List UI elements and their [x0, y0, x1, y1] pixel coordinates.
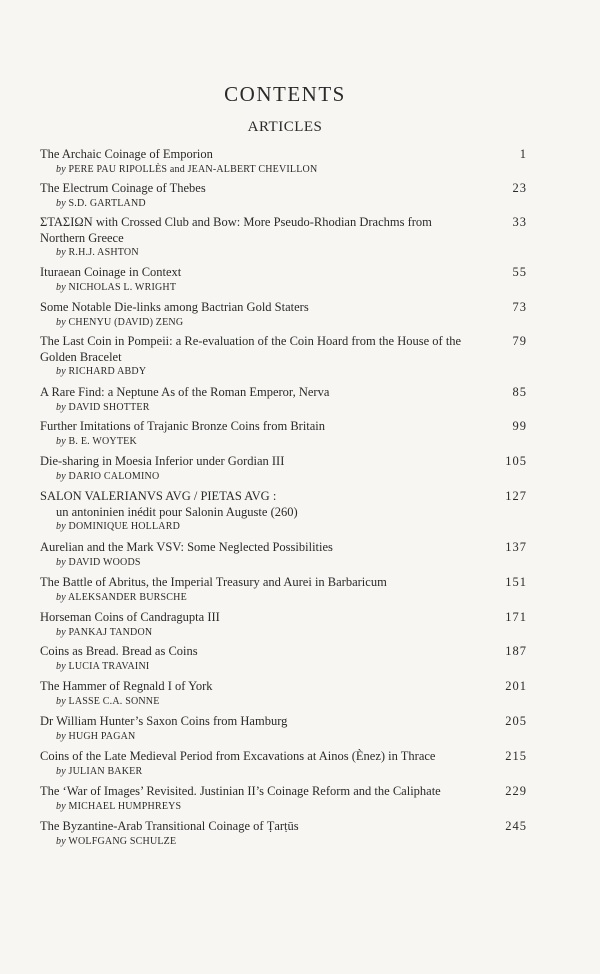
entry-author-line [40, 281, 527, 295]
entry-page: 137 [505, 540, 527, 554]
entry-author-line [40, 197, 527, 211]
entry-title: Horseman Coins of Candragupta III [40, 610, 220, 624]
entry-author: LUCIA TRAVAINI [68, 660, 150, 672]
by-label: by [56, 695, 66, 707]
entry-page: 79 [512, 334, 527, 348]
entry-author: ALEKSANDER BURSCHE [68, 591, 187, 603]
entry-page: 55 [512, 265, 527, 279]
entry-author: PANKAJ TANDON [68, 626, 153, 638]
entry-author-line [40, 163, 527, 177]
entry-author: NICHOLAS L. WRIGHT [68, 281, 177, 293]
entry-author-line [40, 695, 527, 709]
entry-page: 151 [505, 575, 527, 589]
toc-entry [40, 819, 527, 849]
by-label: by [56, 316, 66, 328]
entry-title: Die-sharing in Moesia Inferior under Gordian III [40, 454, 285, 468]
entry-page: 99 [512, 419, 527, 433]
entry-author: CHENYU (DAVID) ZENG [68, 316, 184, 328]
entry-author-line [40, 591, 527, 605]
entry-page: 23 [512, 181, 527, 195]
entry-page: 33 [512, 215, 527, 229]
toc-entry [40, 540, 527, 570]
toc-entry [40, 454, 527, 484]
entry-author: DOMINIQUE HOLLARD [68, 521, 180, 532]
entry-title: Aurelian and the Mark VSV: Some Neglected Possibilities [40, 540, 333, 554]
entry-page: 187 [505, 644, 527, 658]
toc-entry [40, 215, 527, 260]
entry-page: 105 [505, 454, 527, 468]
entry-page: 215 [505, 749, 527, 763]
entry-page: 171 [505, 610, 527, 624]
entry-title: The Last Coin in Pompeii: a Re-evaluation of the Coin Hoard from the House of the [40, 334, 462, 348]
entry-author-line [40, 730, 527, 744]
by-label: by [56, 521, 66, 532]
entry-author-line [40, 835, 527, 849]
entry-subtitle-text: un antoninien inédit pour Salonin Auguste (260) [56, 504, 298, 519]
entry-author-line [40, 365, 527, 379]
entry-author: WOLFGANG SCHULZE [68, 835, 177, 847]
by-label: by [56, 835, 66, 847]
by-label: by [56, 591, 66, 603]
toc-entry [40, 749, 527, 779]
entry-author-line [40, 316, 527, 330]
entry-author-line [40, 765, 527, 779]
section-heading: ARTICLES [247, 119, 323, 135]
toc-entry [40, 385, 527, 415]
entry-author-line [40, 520, 527, 534]
by-label: by [56, 660, 66, 672]
entry-page: 127 [505, 489, 527, 503]
toc-entry [40, 610, 527, 640]
by-label: by [56, 800, 66, 812]
entry-title: The Battle of Abritus, the Imperial Treasury and Aurei in Barbaricum [40, 575, 387, 589]
entry-title-continued: Northern Greece [40, 230, 124, 245]
entry-title: The ‘War of Images’ Revisited. Justinian II’s Coinage Reform and the Caliphate [40, 784, 441, 798]
entry-author: PERE PAU RIPOLLÈS and JEAN-ALBERT CHEVILLON [68, 163, 318, 175]
by-label: by [56, 730, 66, 742]
entry-title: SALON VALERIANVS AVG / PIETAS AVG : [40, 489, 277, 503]
entry-title: A Rare Find: a Neptune As of the Roman Emperor, Nerva [40, 385, 330, 399]
toc-entry [40, 300, 527, 330]
entry-title: Coins of the Late Medieval Period from Excavations at Ainos (Ènez) in Thrace [40, 749, 436, 763]
by-label: by [56, 435, 66, 447]
entry-page: 73 [512, 300, 527, 314]
entry-author: MICHAEL HUMPHREYS [68, 800, 182, 812]
by-label: by [56, 197, 66, 209]
entry-title: Coins as Bread. Bread as Coins [40, 644, 198, 658]
entry-page: 245 [505, 819, 527, 833]
entry-title: Some Notable Die-links among Bactrian Gold Staters [40, 300, 309, 314]
toc-entry [40, 575, 527, 605]
entry-author-line [40, 435, 527, 449]
entry-author-line [40, 246, 527, 260]
by-label: by [56, 247, 66, 258]
toc-entry [40, 644, 527, 674]
entry-author-line [40, 401, 527, 415]
by-label: by [56, 765, 66, 777]
entry-author: DARIO CALOMINO [68, 470, 160, 482]
page-title: CONTENTS [224, 82, 346, 106]
entry-author: JULIAN BAKER [68, 765, 143, 777]
entry-author-line [40, 556, 527, 570]
entry-author: S.D. GARTLAND [68, 197, 146, 209]
entry-page: 1 [519, 147, 527, 161]
by-label: by [56, 401, 66, 413]
entry-title-continued: Golden Bracelet [40, 349, 122, 364]
entry-title: The Byzantine-Arab Transitional Coinage of Ṭarṭūs [40, 819, 299, 833]
entry-author: RICHARD ABDY [68, 366, 147, 377]
entry-title: The Hammer of Regnald I of York [40, 679, 213, 693]
toc-entry [40, 679, 527, 709]
toc-entry [40, 265, 527, 295]
toc-entry [40, 784, 527, 814]
toc-entry [40, 147, 527, 177]
entry-subtitle [40, 505, 495, 521]
entry-author: R.H.J. ASHTON [68, 247, 139, 258]
toc-entry [40, 334, 527, 379]
by-label: by [56, 470, 66, 482]
entry-page: 85 [512, 385, 527, 399]
entry-author-line [40, 660, 527, 674]
entry-author-line [40, 800, 527, 814]
entry-author: DAVID SHOTTER [68, 401, 150, 413]
by-label: by [56, 163, 66, 175]
toc-entry [40, 489, 527, 534]
entry-title: Further Imitations of Trajanic Bronze Coins from Britain [40, 419, 326, 433]
toc-entry [40, 419, 527, 449]
entry-author-line [40, 626, 527, 640]
entry-page: 201 [505, 679, 527, 693]
entry-title: Ituraean Coinage in Context [40, 265, 182, 279]
entry-page: 205 [505, 714, 527, 728]
by-label: by [56, 626, 66, 638]
by-label: by [56, 281, 66, 293]
toc-entry [40, 714, 527, 744]
entry-title: The Archaic Coinage of Emporion [40, 147, 213, 161]
entry-title: Dr William Hunter’s Saxon Coins from Hamburg [40, 714, 288, 728]
entry-author: B. E. WOYTEK [68, 435, 137, 447]
by-label: by [56, 366, 66, 377]
entry-title: The Electrum Coinage of Thebes [40, 181, 206, 195]
by-label: by [56, 556, 66, 568]
entry-title: ΣΤΑΣΙΩΝ with Crossed Club and Bow: More Pseudo-Rhodian Drachms from [40, 215, 432, 229]
entry-author: LASSE C.A. SONNE [68, 695, 160, 707]
entry-author-line [40, 470, 527, 484]
entry-page: 229 [505, 784, 527, 798]
entry-author: DAVID WOODS [68, 556, 141, 568]
entry-author: HUGH PAGAN [68, 730, 136, 742]
toc-entry [40, 181, 527, 211]
